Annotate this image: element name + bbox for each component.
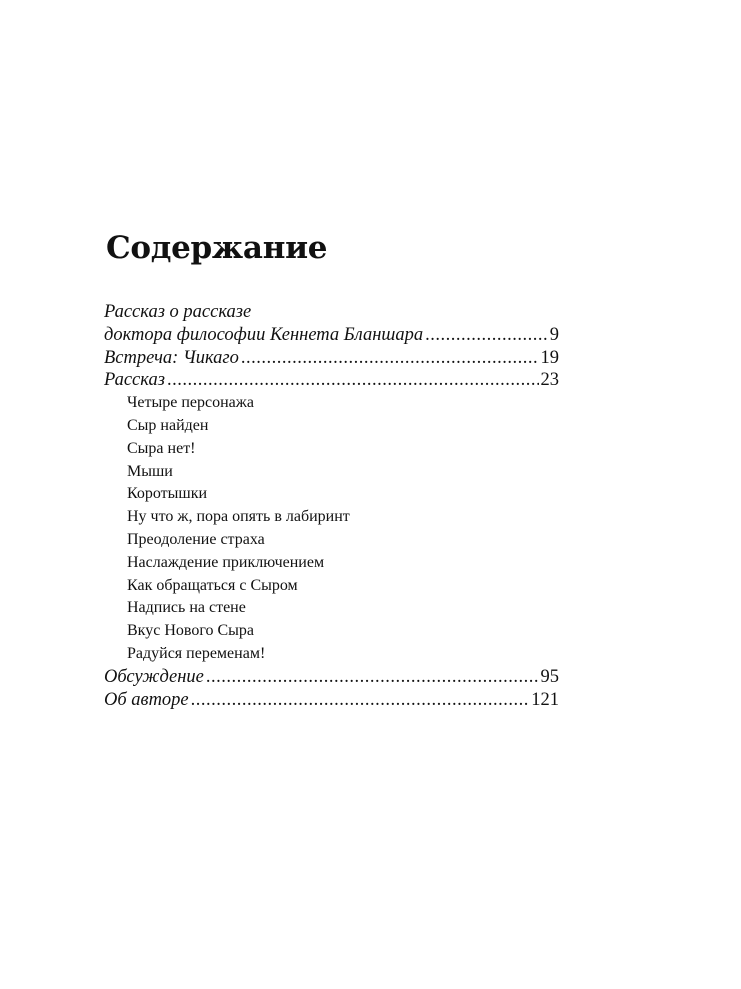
dot-leader [425,324,548,347]
toc-subsection[interactable]: Преодоление страха [127,530,265,548]
toc-entry-label: Встреча: Чикаго [104,347,239,368]
dot-leader [206,666,539,689]
toc-entry-label: Рассказ [104,370,165,391]
toc-entry-about-author[interactable] [104,689,559,712]
toc-entry-foreword-first-line [104,301,559,324]
toc-subsection[interactable]: Ну что ж, пора опять в лабиринт [127,508,350,526]
toc-subsection[interactable]: Вкус Нового Сыра [127,622,255,640]
toc-entry-meeting-chicago[interactable] [104,347,559,370]
toc-page-number: 9 [549,324,559,345]
toc-page-number: 121 [531,689,559,710]
toc-page-number: 95 [540,666,559,687]
table-of-contents [104,301,559,711]
dot-leader [241,347,539,370]
toc-subsection[interactable]: Как обращаться с Сыром [127,576,298,594]
toc-subsection[interactable]: Четыре персонажа [127,394,254,412]
toc-entry-discussion[interactable] [104,666,559,689]
dot-leader [191,689,530,712]
toc-entry-label: Обсуждение [104,666,204,687]
toc-entry-label: доктора философии Кеннета Бланшара [104,324,424,345]
toc-subsection[interactable]: Мыши [127,462,173,480]
toc-page-number: 23 [540,370,559,391]
toc-subsection[interactable]: Наслаждение приключением [127,553,325,571]
toc-page-number: 19 [540,347,559,368]
toc-subsection[interactable]: Сыр найден [127,416,209,434]
toc-subsection[interactable]: Сыра нет! [127,439,196,457]
toc-entry-foreword[interactable] [104,324,559,347]
toc-subsection[interactable]: Радуйся переменам! [127,644,266,662]
toc-entry-label: Об авторе [104,689,189,710]
toc-subsection[interactable]: Надпись на стене [127,599,246,617]
toc-entry-label: Рассказ о рассказе [104,302,252,322]
toc-subsection[interactable]: Коротышки [127,485,208,503]
page-title: Содержание [106,230,328,266]
dot-leader [167,369,539,392]
toc-entry-story[interactable] [104,369,559,392]
